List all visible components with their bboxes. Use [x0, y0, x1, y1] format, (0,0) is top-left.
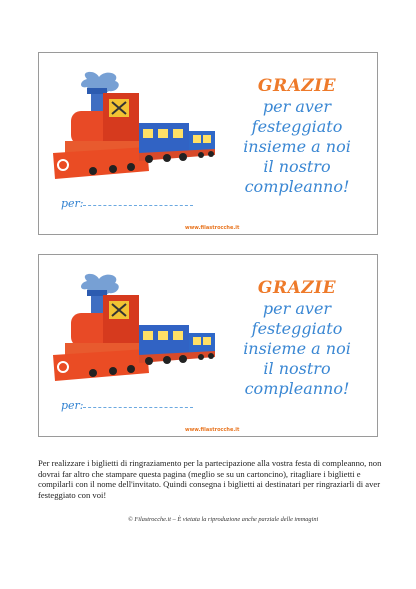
thank-you-card: [38, 254, 378, 437]
message-line: per aver: [262, 97, 332, 116]
thank-you-message: [217, 75, 377, 197]
website-url: www.filastrocche.it: [185, 427, 240, 433]
recipient-label: per:: [61, 399, 84, 412]
grazie-heading: GRAZIE: [257, 278, 337, 298]
recipient-name-line[interactable]: [83, 407, 193, 408]
message-line: festeggiato: [251, 319, 343, 338]
website-url: www.filastrocche.it: [185, 225, 240, 231]
grazie-heading: GRAZIE: [257, 76, 337, 96]
message-line: il nostro: [263, 157, 331, 176]
message-line: compleanno!: [244, 177, 350, 196]
copyright-notice: © Filastrocche.it – È vietata la riproduzione anche parziale delle immagini: [128, 516, 319, 523]
message-line: insieme a noi: [243, 339, 351, 358]
thank-you-message: [217, 277, 377, 399]
train-illustration: [43, 273, 219, 391]
instructions-paragraph: Per realizzare i biglietti di ringraziamento per la partecipazione alla vostra festa di compleanno, non dovrai far altro che stampare questa pagina (meglio se su un cartoncino), ritagliare i biglietti e compilarli con il nome dell'invitato. Quindi consegna i biglietti ai destinatari per ringraziarli di aver festeggiato con voi!: [38, 458, 382, 500]
message-line: compleanno!: [244, 379, 350, 398]
message-line: il nostro: [263, 359, 331, 378]
message-line: festeggiato: [251, 117, 343, 136]
message-line: per aver: [262, 299, 332, 318]
train-illustration: [43, 71, 219, 189]
recipient-name-line[interactable]: [83, 205, 193, 206]
thank-you-card: [38, 52, 378, 235]
recipient-label: per:: [61, 197, 84, 210]
message-line: insieme a noi: [243, 137, 351, 156]
